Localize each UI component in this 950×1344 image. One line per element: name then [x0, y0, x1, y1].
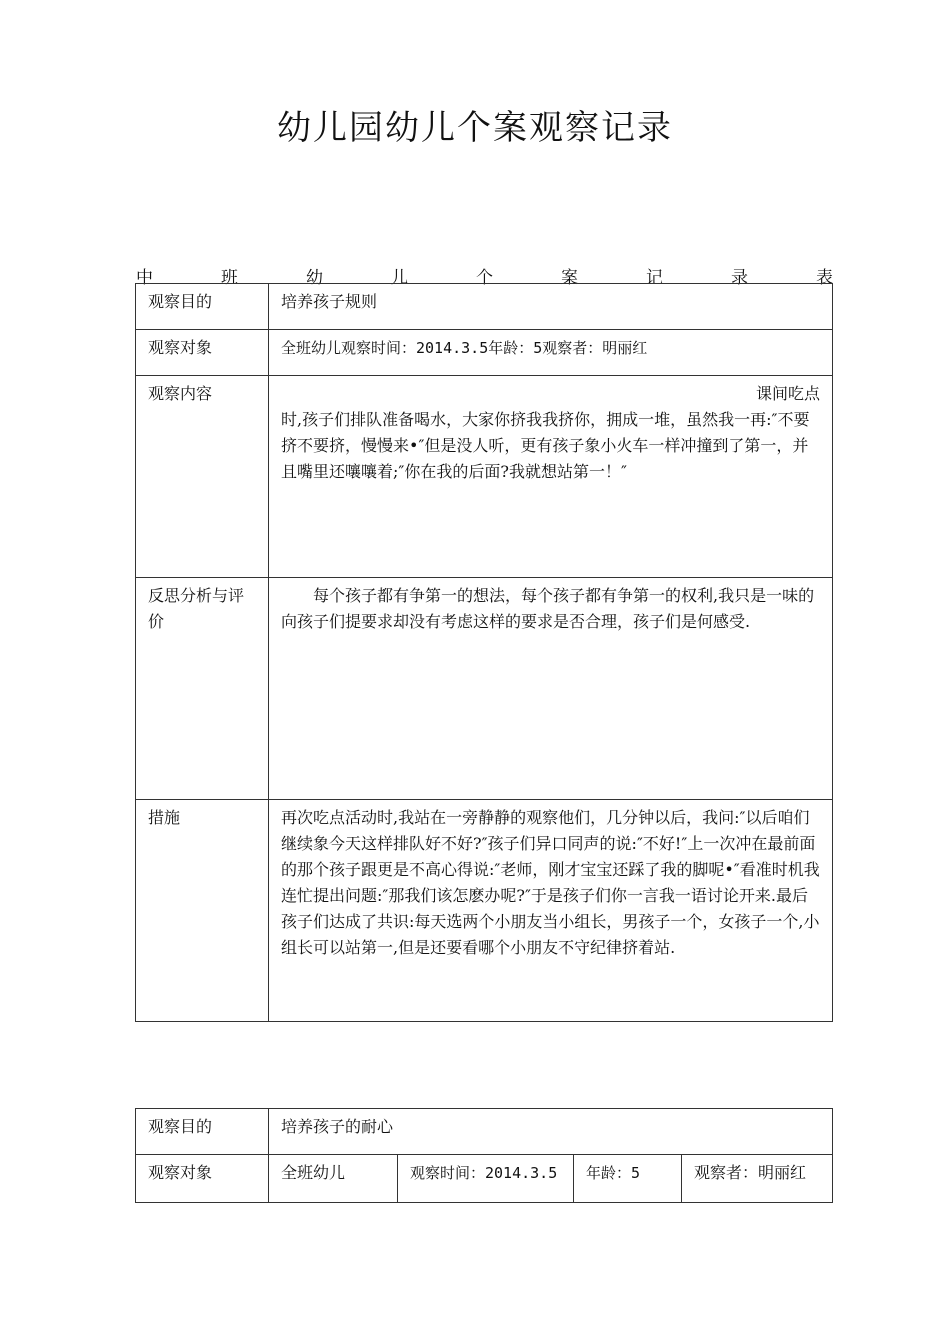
reflection-value: 每个孩子都有争第一的想法，每个孩子都有争第一的权利,我只是一味的向孩子们提要求却没有考虑这样的要求是否合理，孩子们是何感受.: [269, 578, 833, 800]
table-heading-char: 录: [731, 268, 748, 288]
measures-value: 再次吃点活动时,我站在一旁静静的观察他们，几分钟以后，我问:″以后咱们继续象今天这样排队好不好?″孩子们异口同声的说:″不好!″上一次冲在最前面的那个孩子跟更是不高心得说:″老师，刚才宝宝还踩了我的脚呢•″看准时机我连忙提出问题:″那我们该怎麽办呢?″于是孩子们你一言我一语讨论开来.最后孩子们达成了共识:每天选两个小朋友当小组长，男孩子一个，女孩子一个,小组长可以站第一,但是还要看哪个小朋友不守纪律挤着站.: [269, 800, 833, 1022]
purpose-row: [136, 1109, 833, 1155]
content-label: 观察内容: [136, 376, 269, 578]
document-title: 幼儿园幼儿个案观察记录: [277, 108, 673, 148]
subject-text: 全班幼儿观察时间：2014.3.5年龄：5观察者：明丽红: [281, 339, 648, 357]
subject-label: 观察对象: [136, 1155, 269, 1203]
purpose-value: 培养孩子的耐心: [269, 1109, 833, 1155]
content-first-line: 课间吃点: [755, 384, 820, 403]
subject-value: 全班幼儿: [269, 1155, 398, 1203]
measures-label: 措施: [136, 800, 269, 1022]
content-text: 时,孩子们排队准备喝水，大家你挤我我挤你，拥成一堆，虽然我一再:″不要挤不要挤，慢慢来•″但是没人听，更有孩子象小火车一样冲撞到了第一，并且嘴里还嚷嚷着;″你在我的后面?我就想站第一！″: [281, 410, 810, 481]
subject-value: [269, 330, 833, 376]
reflection-row: [136, 578, 833, 800]
observation-table-2: [135, 1108, 833, 1203]
table-heading-char: 案: [561, 268, 578, 288]
purpose-value: 培养孩子规则: [269, 284, 833, 330]
table-heading-char: 记: [646, 268, 663, 288]
table-heading-char: 儿: [391, 268, 408, 288]
observation-table-1: [135, 283, 833, 1022]
subject-row: [136, 330, 833, 376]
table-heading-char: 中: [136, 268, 153, 288]
time-value: [398, 1155, 574, 1203]
table-heading-char: 幼: [306, 268, 323, 288]
measures-row: [136, 800, 833, 1022]
table-heading-char: 个: [476, 268, 493, 288]
age-value: [574, 1155, 682, 1203]
purpose-label: 观察目的: [136, 284, 269, 330]
subject-row: [136, 1155, 833, 1203]
table-heading-char: 表: [816, 268, 833, 288]
observer-value: 观察者：明丽红: [682, 1155, 833, 1203]
time-text: 观察时间：2014.3.5: [410, 1164, 558, 1182]
purpose-row: [136, 284, 833, 330]
purpose-label: 观察目的: [136, 1109, 269, 1155]
content-value: [269, 376, 833, 578]
table-heading: [136, 263, 833, 288]
reflection-label: 反思分析与评价: [136, 578, 269, 800]
subject-label: 观察对象: [136, 330, 269, 376]
content-row: [136, 376, 833, 578]
age-text: 年龄：5: [586, 1164, 641, 1182]
table-heading-char: 班: [221, 268, 238, 288]
